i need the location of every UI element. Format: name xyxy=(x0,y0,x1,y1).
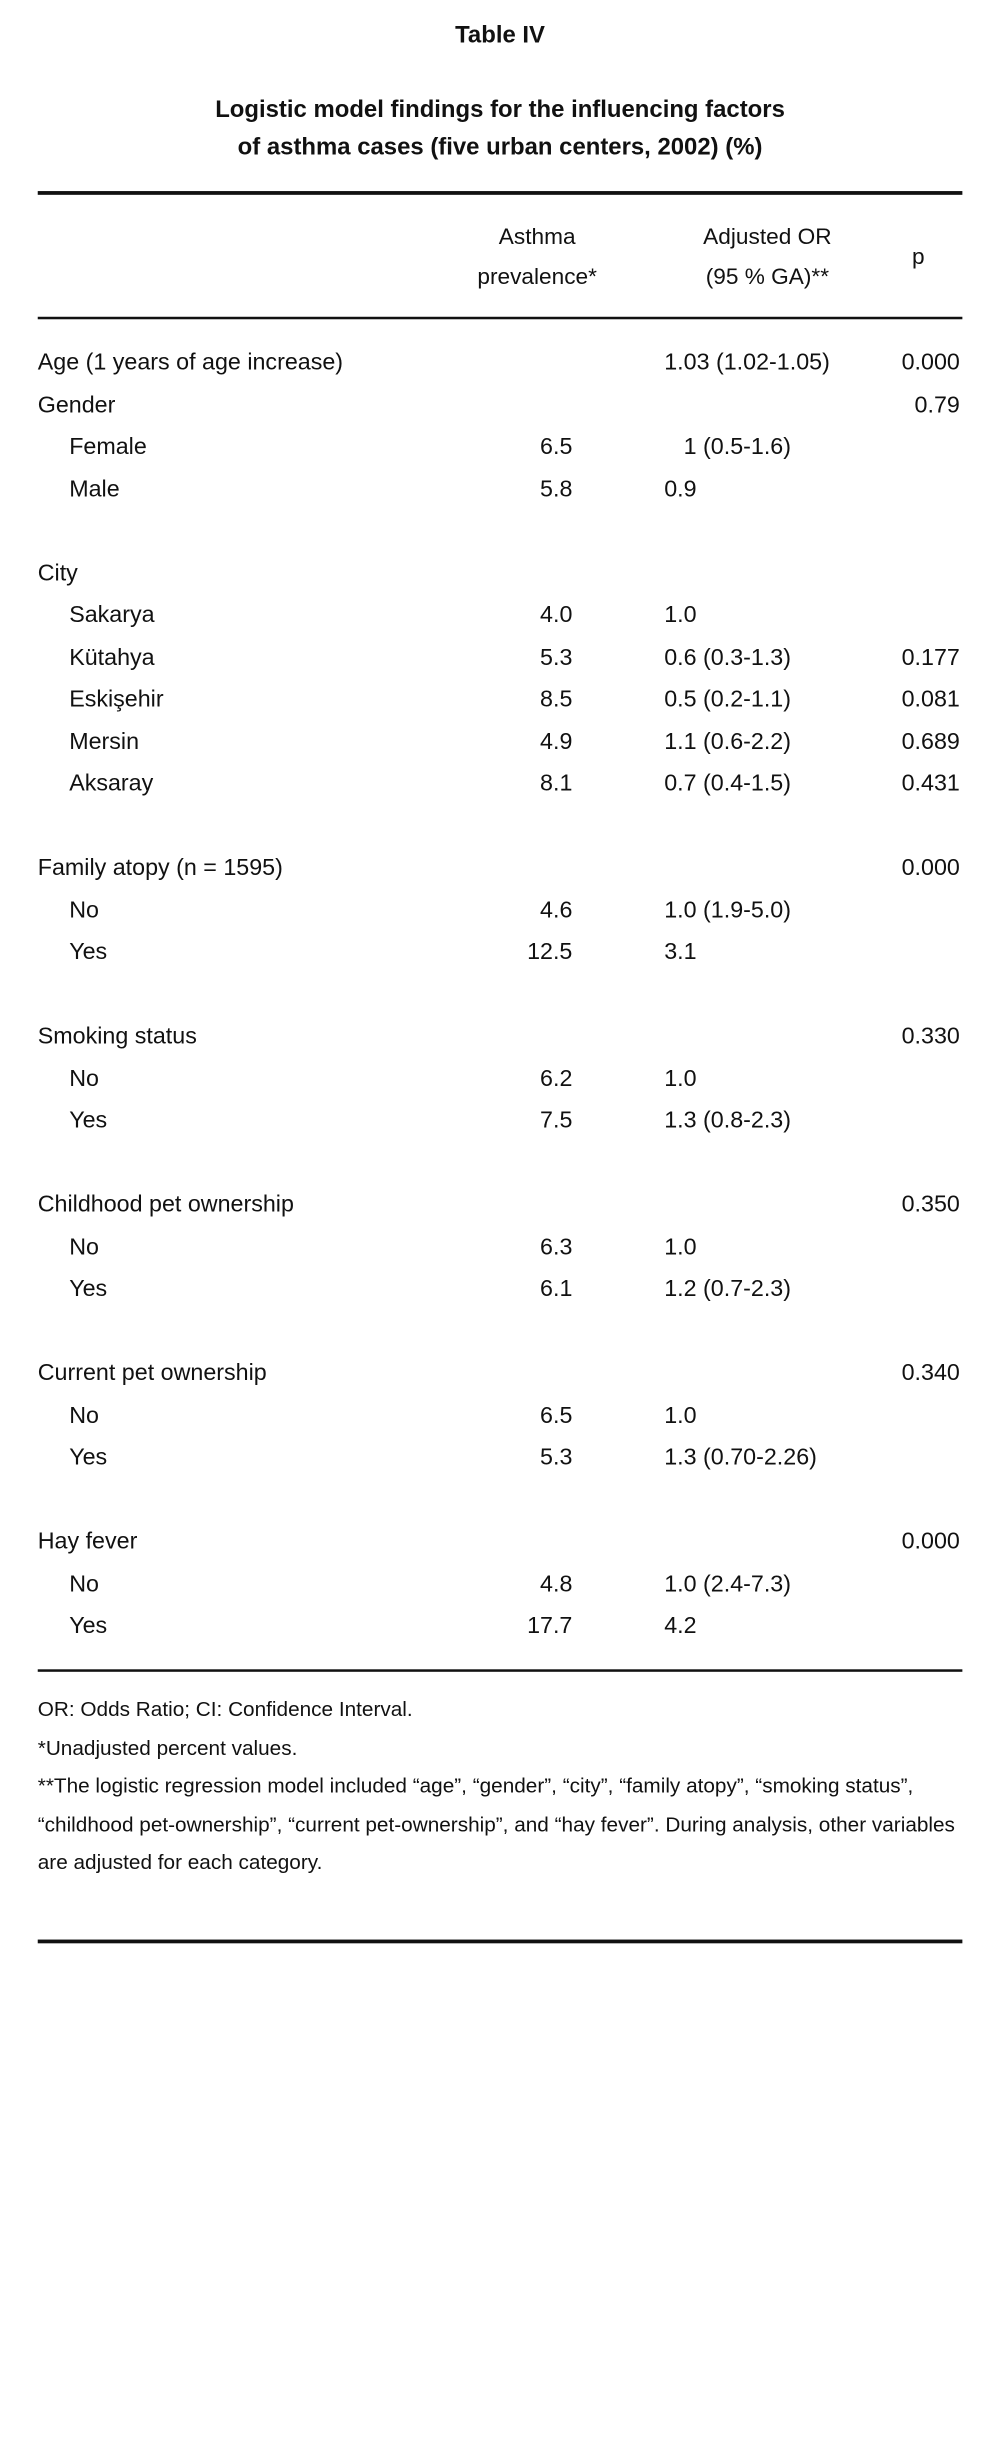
table-body xyxy=(38,341,963,1646)
header-prevalence-line1: Asthma xyxy=(498,223,576,249)
row-adjusted-or: 1.2 (0.7-2.3) xyxy=(664,1274,792,1301)
row-p-value: 0.431 xyxy=(901,769,960,796)
table-subrow xyxy=(38,1393,963,1435)
footnote-rule xyxy=(38,1669,963,1672)
row-adjusted-or: 1.3 (0.8-2.3) xyxy=(664,1106,792,1133)
row-adjusted-or: 1 (0.5-1.6) xyxy=(664,432,791,459)
row-label: No xyxy=(69,1064,99,1091)
table-subrow xyxy=(38,593,963,635)
table-subrow xyxy=(38,1225,963,1267)
row-label: Yes xyxy=(69,1274,108,1301)
row-adjusted-or: 1.3 (0.70-2.26) xyxy=(664,1443,817,1470)
table-subrow xyxy=(38,425,963,467)
row-prevalence: 4.0 xyxy=(540,600,573,628)
table-row xyxy=(38,1183,963,1225)
row-adjusted-or: 4.2 xyxy=(664,1611,697,1638)
row-label: Gender xyxy=(37,390,116,417)
row-label: No xyxy=(69,1232,99,1259)
row-prevalence: 6.2 xyxy=(540,1064,573,1091)
row-label: Kütahya xyxy=(69,642,155,670)
row-label: Yes xyxy=(69,1443,108,1470)
table-subrow xyxy=(38,1057,963,1099)
bottom-rule xyxy=(38,1940,963,1944)
row-label: No xyxy=(69,1569,99,1596)
row-prevalence: 8.5 xyxy=(540,685,573,712)
row-label: Mersin xyxy=(69,727,140,754)
row-label: No xyxy=(69,895,99,923)
table-title xyxy=(38,92,963,167)
header-asthma-prevalence xyxy=(449,216,625,296)
row-label: No xyxy=(69,1400,99,1428)
table-subrow xyxy=(38,930,963,972)
table-subrow xyxy=(38,635,963,677)
table-row xyxy=(38,846,963,888)
row-p-value: 0.000 xyxy=(901,1527,960,1554)
row-adjusted-or: 0.6 (0.3-1.3) xyxy=(664,642,792,670)
row-p-value: 0.340 xyxy=(901,1358,960,1386)
row-prevalence: 4.9 xyxy=(540,727,573,754)
row-spacer xyxy=(38,1141,963,1183)
table-subrow xyxy=(38,1267,963,1309)
row-label: Current pet ownership xyxy=(37,1358,267,1386)
row-label: Yes xyxy=(69,1106,108,1133)
row-p-value: 0.330 xyxy=(901,1021,960,1049)
row-spacer xyxy=(38,804,963,846)
table-title-line1: Logistic model findings for the influencing factors xyxy=(215,96,785,124)
row-prevalence: 12.5 xyxy=(527,937,573,965)
row-adjusted-or: 1.0 xyxy=(664,1232,697,1259)
table-subrow xyxy=(38,888,963,930)
table-row xyxy=(38,341,963,383)
row-label: Family atopy (n = 1595) xyxy=(37,853,283,880)
row-adjusted-or: 0.5 (0.2-1.1) xyxy=(664,685,792,712)
table-number: Table IV xyxy=(455,22,545,50)
table-subrow xyxy=(38,1604,963,1646)
row-adjusted-or: 3.1 xyxy=(664,937,697,965)
row-prevalence: 8.1 xyxy=(540,769,573,796)
row-adjusted-or: 1.0 xyxy=(664,1400,697,1428)
header-adjusted-or xyxy=(642,216,894,296)
row-label: Yes xyxy=(69,937,108,965)
row-spacer xyxy=(38,509,963,551)
table-title-line2: of asthma cases (five urban centers, 2002) (%) xyxy=(237,134,763,161)
row-adjusted-or: 1.0 xyxy=(664,600,697,628)
table-row xyxy=(38,1520,963,1562)
row-p-value: 0.000 xyxy=(901,348,960,375)
row-label: Aksaray xyxy=(69,769,154,796)
row-label: Childhood pet ownership xyxy=(37,1190,294,1217)
footnote-abbreviations: OR: Odds Ratio; CI: Confidence Interval. xyxy=(37,1698,413,1721)
row-label: Smoking status xyxy=(37,1021,197,1049)
table-row xyxy=(38,383,963,425)
table-subrow xyxy=(38,467,963,509)
row-prevalence: 6.5 xyxy=(540,1400,573,1428)
row-prevalence: 4.8 xyxy=(540,1569,573,1596)
row-p-value: 0.350 xyxy=(901,1190,960,1217)
header-or-line1: Adjusted OR xyxy=(703,223,832,249)
header-or-line2: (95 % GA)** xyxy=(705,263,830,290)
row-label: Hay fever xyxy=(37,1527,138,1554)
footnote-unadjusted: *Unadjusted percent values. xyxy=(37,1736,298,1760)
row-p-value: 0.689 xyxy=(901,727,960,754)
row-label: Sakarya xyxy=(69,600,155,628)
row-label: Yes xyxy=(69,1611,108,1638)
table-subrow xyxy=(38,762,963,804)
footnotes xyxy=(38,1691,963,1883)
row-p-value: 0.081 xyxy=(901,685,960,712)
header-rule xyxy=(38,317,963,320)
row-label: Eskişehir xyxy=(69,685,164,712)
row-adjusted-or: 1.0 (1.9-5.0) xyxy=(664,895,792,923)
row-prevalence: 6.3 xyxy=(540,1232,573,1259)
row-adjusted-or: 1.03 (1.02-1.05) xyxy=(664,348,830,375)
top-rule xyxy=(38,191,963,195)
row-prevalence: 7.5 xyxy=(540,1106,573,1133)
row-label: City xyxy=(37,558,78,586)
row-prevalence: 5.3 xyxy=(540,642,573,670)
row-spacer xyxy=(38,972,963,1014)
row-label: Male xyxy=(69,474,120,501)
row-p-value: 0.177 xyxy=(901,642,960,670)
row-prevalence: 4.6 xyxy=(540,895,573,923)
row-prevalence: 5.8 xyxy=(540,474,573,501)
table-subrow xyxy=(38,1099,963,1141)
row-p-value: 0.000 xyxy=(901,853,960,880)
table-row xyxy=(38,1014,963,1056)
table-row xyxy=(38,1351,963,1393)
row-adjusted-or: 1.1 (0.6-2.2) xyxy=(664,727,792,754)
row-label: Female xyxy=(69,432,147,459)
table-subrow xyxy=(38,1562,963,1604)
row-adjusted-or: 0.7 (0.4-1.5) xyxy=(664,769,792,796)
row-prevalence: 6.1 xyxy=(540,1274,573,1301)
row-prevalence: 5.3 xyxy=(540,1443,573,1470)
row-label: Age (1 years of age increase) xyxy=(37,348,344,375)
table-subrow xyxy=(38,720,963,762)
row-spacer xyxy=(38,1309,963,1351)
header-p-value: p xyxy=(912,243,925,269)
row-p-value: 0.79 xyxy=(914,390,960,417)
table-subrow xyxy=(38,678,963,720)
footnote-model: **The logistic regression model included “age”, “gender”, “city”, “family atopy”, “smoking status”, “childhood pet-ownership”, “current pet-ownership”, and “hay fever”. During analysis, other variables are adjusted for each category. xyxy=(37,1774,955,1875)
row-spacer xyxy=(38,1478,963,1520)
table-row xyxy=(38,551,963,593)
table-subrow xyxy=(38,1435,963,1477)
row-prevalence: 6.5 xyxy=(540,432,573,459)
row-adjusted-or: 0.9 xyxy=(664,474,697,501)
row-adjusted-or: 1.0 xyxy=(664,1064,697,1091)
row-prevalence: 17.7 xyxy=(527,1611,573,1638)
header-prevalence-line2: prevalence* xyxy=(477,263,597,290)
row-adjusted-or: 1.0 (2.4-7.3) xyxy=(664,1569,792,1596)
